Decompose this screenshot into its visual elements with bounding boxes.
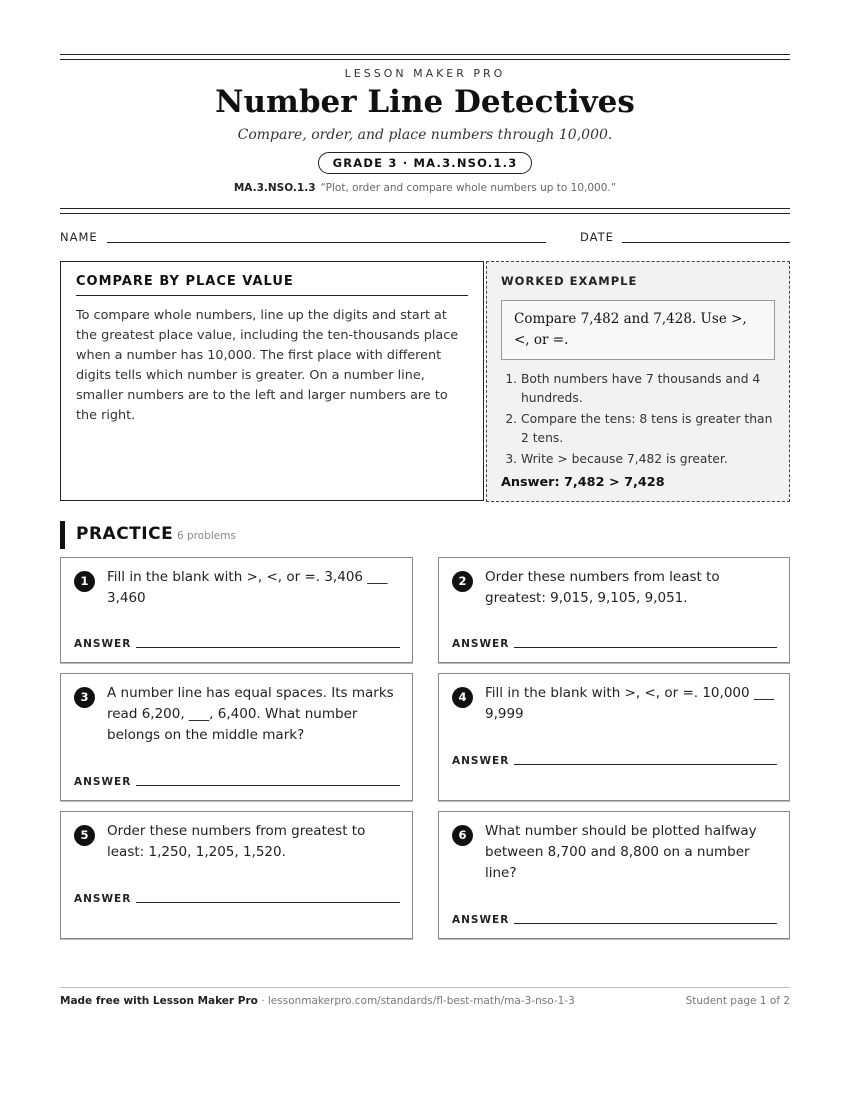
practice-count: 6 problems (177, 530, 236, 542)
standard-line (60, 182, 790, 194)
problem-number-badge: 3 (74, 687, 95, 708)
grade-badge-wrap (60, 152, 790, 174)
problem-card-3 (60, 673, 413, 801)
answer-field-3[interactable] (136, 785, 400, 786)
date-label: DATE (580, 230, 614, 244)
worked-example-title: WORKED EXAMPLE (501, 274, 638, 288)
problem-card-4 (438, 673, 790, 801)
footer-rule (60, 987, 790, 988)
top-double-rule (60, 54, 790, 60)
problem-number-badge: 5 (74, 825, 95, 846)
answer-field-2[interactable] (514, 647, 777, 648)
problem-text: Fill in the blank with >, <, or =. 10,000 ___ 9,999 (485, 685, 775, 722)
page-title: Number Line Detectives (215, 84, 635, 120)
footer-made-with: Made free with Lesson Maker Pro (60, 995, 258, 1007)
worked-step: 1. Both numbers have 7 thousands and 4 hundreds. (521, 370, 775, 407)
footer-page-number: Student page 1 of 2 (685, 995, 790, 1007)
header-bottom-double-rule (60, 208, 790, 214)
problem-text: Order these numbers from least to greatest: 9,015, 9,105, 9,051. (485, 569, 720, 606)
name-label: NAME (60, 230, 98, 244)
practice-title: PRACTICE (76, 524, 174, 544)
standard-text: “Plot, order and compare whole numbers up to 10,000.” (320, 182, 617, 194)
problem-text: Order these numbers from greatest to least: 1,250, 1,205, 1,520. (107, 823, 366, 860)
problem-card-2 (438, 557, 790, 663)
answer-label: ANSWER (74, 638, 132, 650)
answer-label: ANSWER (452, 755, 510, 767)
concept-title: COMPARE BY PLACE VALUE (76, 274, 468, 296)
problem-number-badge: 4 (452, 687, 473, 708)
concept-body: To compare whole numbers, line up the digits and start at the greatest place value, including the ten-thousands place when a number has 10,000. The first place with different digits tells which number is greater. On a number line, smaller numbers are to the left and larger numbers are to the right. (76, 308, 459, 423)
problem-card-5 (60, 811, 413, 939)
answer-field-6[interactable] (514, 923, 777, 924)
name-date-row (60, 228, 790, 248)
concept-box (60, 261, 484, 501)
answer-field-4[interactable] (514, 764, 777, 765)
practice-accent-bar (60, 521, 65, 549)
answer-label: ANSWER (74, 776, 132, 788)
problem-text: Fill in the blank with >, <, or =. 3,406 ___ 3,460 (107, 569, 388, 606)
worked-example-steps (501, 370, 775, 469)
name-field[interactable] (107, 242, 546, 243)
answer-label: ANSWER (74, 893, 132, 905)
problem-number-badge: 1 (74, 571, 95, 592)
problem-number-badge: 2 (452, 571, 473, 592)
problem-card-6 (438, 811, 790, 939)
worked-step: 3. Write > because 7,482 is greater. (521, 450, 775, 469)
answer-field-5[interactable] (136, 902, 400, 903)
answer-label: ANSWER (452, 638, 510, 650)
problem-text: A number line has equal spaces. Its marks read 6,200, ___, 6,400. What number belongs on the middle mark? (107, 685, 394, 743)
problem-number-badge: 6 (452, 825, 473, 846)
footer-url: · lessonmakerpro.com/standards/fl-best-math/ma-3-nso-1-3 (257, 995, 575, 1007)
answer-label: ANSWER (452, 914, 510, 926)
worked-example-box (486, 261, 790, 502)
worked-example-prompt: Compare 7,482 and 7,428. Use >, <, or =. (501, 300, 775, 360)
brand-label: LESSON MAKER PRO (344, 67, 506, 80)
problem-card-1 (60, 557, 413, 663)
standard-code: MA.3.NSO.1.3 (233, 182, 316, 194)
answer-field-1[interactable] (136, 647, 400, 648)
grade-badge: GRADE 3 · MA.3.NSO.1.3 (318, 152, 533, 174)
page-subtitle: Compare, order, and place numbers through 10,000. (237, 127, 613, 143)
date-field[interactable] (622, 242, 790, 243)
worked-step: 2. Compare the tens: 8 tens is greater than 2 tens. (521, 410, 775, 447)
footer-credit (60, 995, 575, 1007)
worked-example-answer: Answer: 7,482 > 7,428 (501, 474, 665, 490)
problem-text: What number should be plotted halfway between 8,700 and 8,800 on a number line? (485, 823, 757, 881)
